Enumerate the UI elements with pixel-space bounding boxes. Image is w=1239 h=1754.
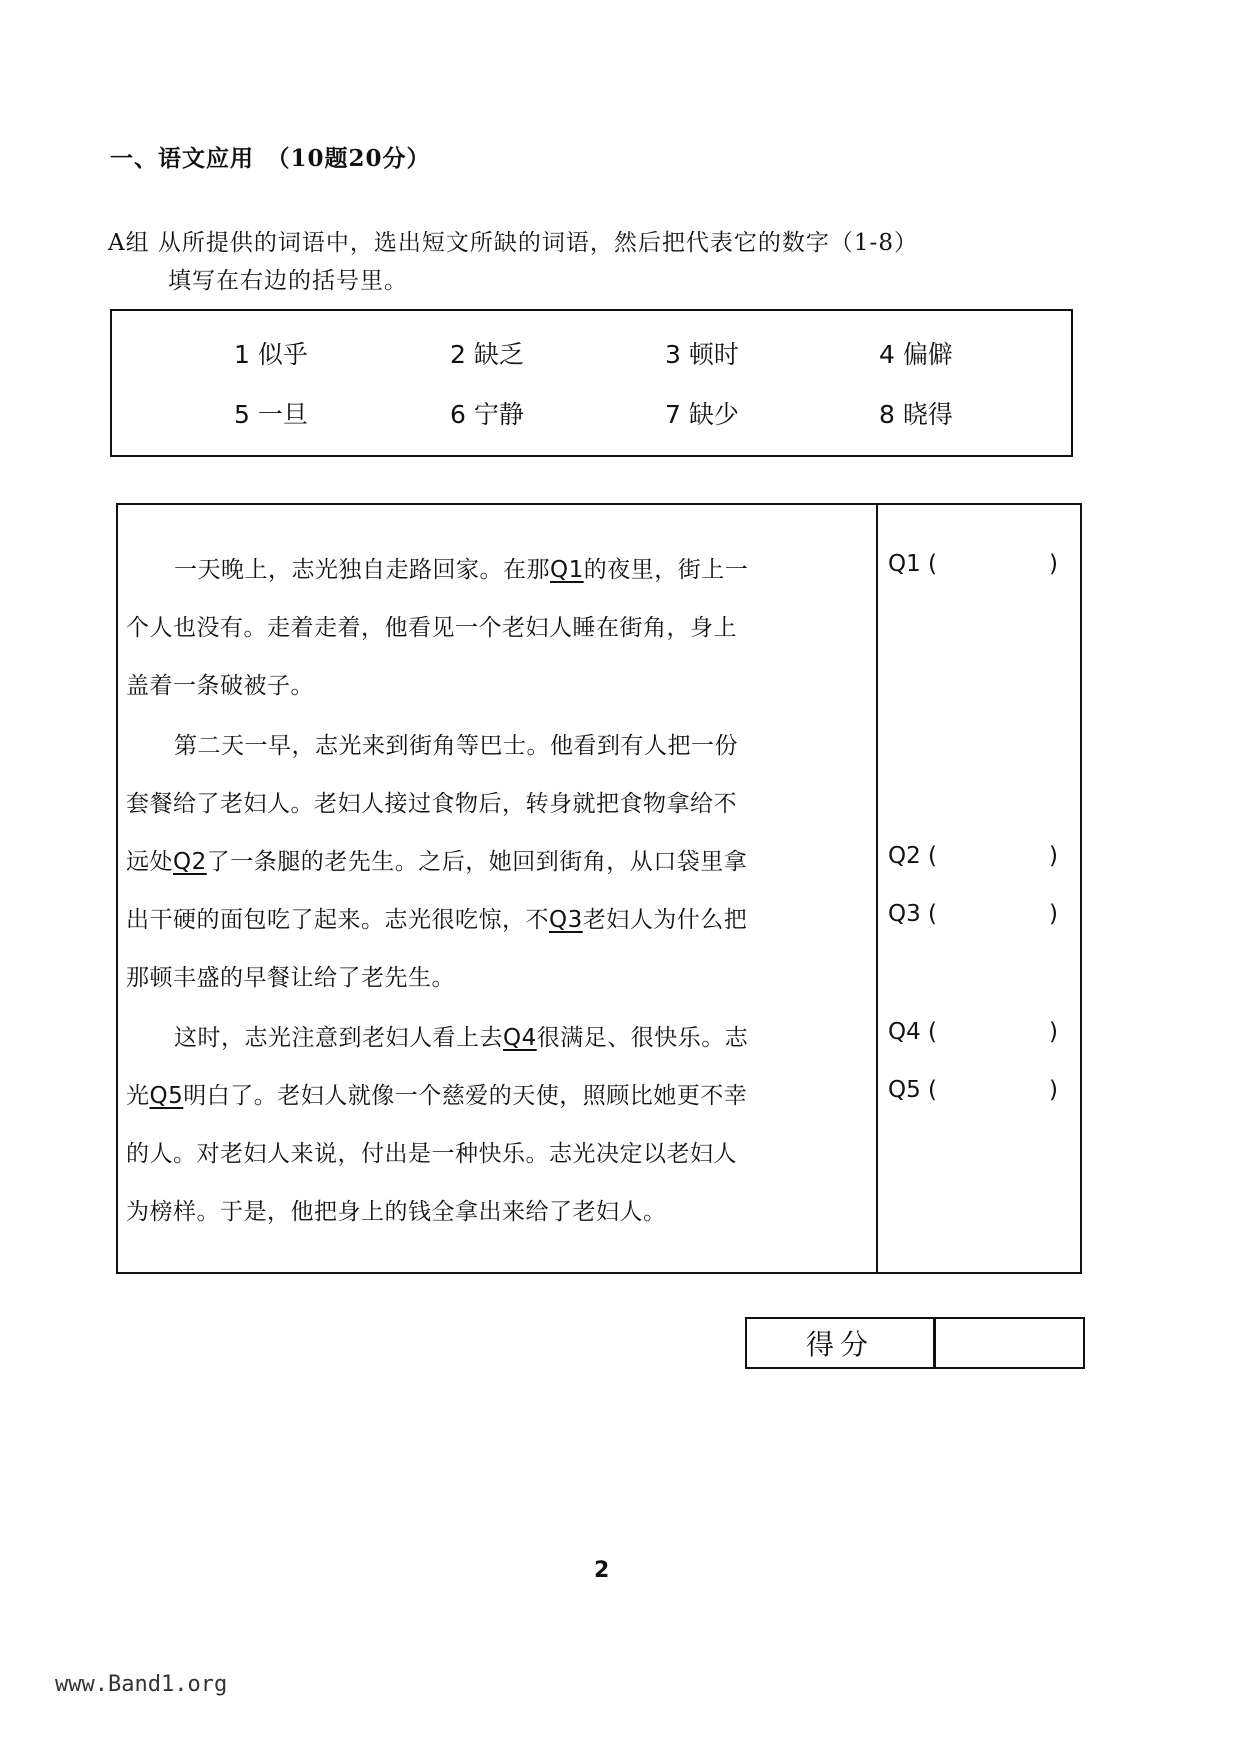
- blank-q4: Q4: [503, 1025, 537, 1051]
- passage-line-8: 那顿丰盛的早餐让给了老先生。: [126, 965, 455, 991]
- passage-line-7: 出干硬的面包吃了起来。志光很吃惊，不Q3老妇人为什么把: [126, 907, 748, 933]
- answer-q5[interactable]: Q5 ( ): [888, 1077, 1058, 1103]
- word-choices-box: [110, 309, 1073, 457]
- score-label: 得分: [747, 1319, 936, 1367]
- word-choice-3: 3 顿时: [665, 340, 739, 369]
- footer-url: www.Band1.org: [55, 1672, 228, 1697]
- word-choice-5: 5 一旦: [234, 400, 308, 429]
- instruction-line-1: A组 从所提供的词语中，选出短文所缺的词语，然后把代表它的数字（1-8）: [108, 230, 918, 256]
- passage-line-1: 一天晚上，志光独自走路回家。在那Q1的夜里，街上一: [174, 557, 749, 583]
- answer-q1[interactable]: Q1 ( ): [888, 551, 1058, 577]
- word-choice-6: 6 宁静: [450, 400, 524, 429]
- passage-line-6: 远处Q2了一条腿的老先生。之后，她回到街角，从口袋里拿: [126, 849, 748, 875]
- word-choice-7: 7 缺少: [665, 400, 739, 429]
- answer-q2[interactable]: Q2 ( ): [888, 843, 1058, 869]
- blank-q3: Q3: [549, 907, 583, 933]
- passage-line-4: 第二天一早，志光来到街角等巴士。他看到有人把一份: [174, 733, 738, 759]
- section-heading: 一、语文应用 （10题20分）: [110, 145, 431, 172]
- score-box: [745, 1317, 1085, 1369]
- page-number: 2: [594, 1558, 610, 1583]
- passage-line-2: 个人也没有。走着走着，他看见一个老妇人睡在街角，身上: [126, 615, 737, 641]
- passage-line-3: 盖着一条破被子。: [126, 673, 314, 699]
- blank-q2: Q2: [173, 849, 207, 875]
- blank-q5: Q5: [149, 1083, 184, 1109]
- passage-line-5: 套餐给了老妇人。老妇人接过食物后，转身就把食物拿给不: [126, 791, 737, 817]
- passage-line-10: 光Q5明白了。老妇人就像一个慈爱的天使，照顾比她更不幸: [126, 1083, 748, 1109]
- blank-q1: Q1: [550, 557, 584, 583]
- answer-q3[interactable]: Q3 ( ): [888, 901, 1058, 927]
- score-field[interactable]: [937, 1319, 1083, 1367]
- passage-line-11: 的人。对老妇人来说，付出是一种快乐。志光决定以老妇人: [126, 1141, 737, 1167]
- word-choice-4: 4 偏僻: [879, 340, 953, 369]
- passage-line-12: 为榜样。于是，他把身上的钱全拿出来给了老妇人。: [126, 1199, 667, 1225]
- word-choice-2: 2 缺乏: [450, 340, 524, 369]
- word-choice-8: 8 晓得: [879, 400, 953, 429]
- instruction-line-2: 填写在右边的括号里。: [168, 268, 408, 294]
- passage-line-9: 这时，志光注意到老妇人看上去Q4很满足、很快乐。志: [174, 1025, 749, 1051]
- answer-q4[interactable]: Q4 ( ): [888, 1019, 1058, 1045]
- word-choice-1: 1 似乎: [234, 340, 308, 369]
- answer-column-divider: [876, 505, 878, 1272]
- passage-box: [116, 503, 1082, 1274]
